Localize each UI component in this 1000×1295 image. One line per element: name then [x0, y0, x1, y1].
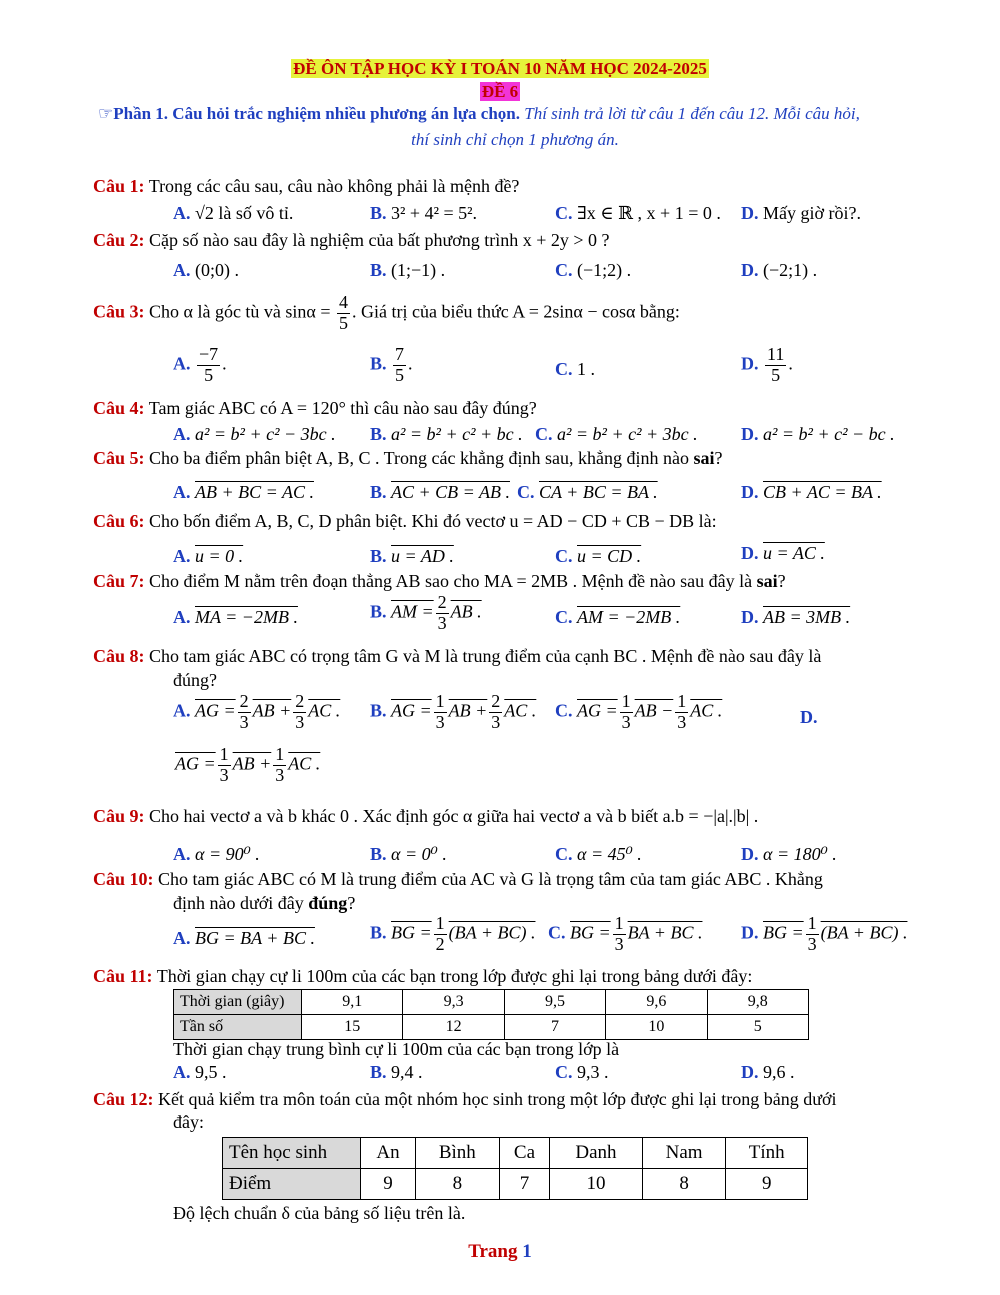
table-row: Tên học sinh An Bình Ca Danh Nam Tính: [223, 1138, 808, 1169]
q4-option-b[interactable]: B. a² = b² + c² + bc .: [370, 424, 523, 444]
q6-option-d[interactable]: D. u = AC .: [741, 543, 825, 563]
q5-option-d[interactable]: D. CB + AC = BA .: [741, 482, 882, 502]
question-12: Câu 12: Kết quả kiểm tra môn toán của một nhóm học sinh trong một lớp được ghi lại trong bảng dưới: [93, 1089, 837, 1109]
q1-option-d[interactable]: D. Mấy giờ rồi?.: [741, 203, 861, 223]
q8-option-c[interactable]: C. AG = $\frac{1}{3}$ AB − $\frac{1}{3}$ AC .: [555, 691, 723, 732]
question-3: Câu 3: Cho α là góc tù và sinα = $\frac{4}{5}$ . Giá trị của biểu thức A = 2sinα − cosα bằng:: [93, 292, 680, 333]
q12-score-table: [222, 1137, 808, 1200]
q1-option-a[interactable]: A. √2 là số vô tỉ.: [173, 203, 294, 223]
q2-option-d[interactable]: D. (−2;1) .: [741, 260, 818, 280]
exam-number: ĐỀ 6: [481, 82, 519, 101]
page-footer: Trang 1: [468, 1241, 532, 1262]
q5-option-c[interactable]: C. CA + BC = BA .: [517, 482, 658, 502]
q3-option-d[interactable]: D. $\frac{11}{5}$ .: [741, 344, 793, 385]
q8-option-a[interactable]: A. AG = $\frac{2}{3}$ AB + $\frac{2}{3}$ AC .: [173, 691, 341, 732]
q7-option-b[interactable]: B. AM = $\frac{2}{3}$ AB .: [370, 592, 482, 633]
q3-option-a[interactable]: A. $\frac{-7}{5}$ .: [173, 344, 227, 385]
q9-option-c[interactable]: C. α = 45⁰ .: [555, 844, 642, 864]
q10-option-c[interactable]: C. BG = $\frac{1}{3}$ BA + BC .: [548, 913, 703, 954]
q11-option-a[interactable]: A. 9,5 .: [173, 1062, 227, 1082]
q11-option-d[interactable]: D. 9,6 .: [741, 1062, 795, 1082]
table-row: Thời gian (giây) 9,1 9,3 9,5 9,6 9,8: [174, 990, 809, 1015]
question-6: Câu 6: Cho bốn điểm A, B, C, D phân biệt. Khi đó vectơ u = AD − CD + CB − DB là:: [93, 511, 717, 531]
q10-option-d[interactable]: D. BG = $\frac{1}{3}$ (BA + BC) .: [741, 913, 908, 954]
q8-option-d-label[interactable]: D.: [800, 707, 818, 727]
q11-frequency-table: [173, 989, 809, 1040]
q5-option-a[interactable]: A. AB + BC = AC .: [173, 482, 314, 502]
question-11: Câu 11: Thời gian chạy cự li 100m của các bạn trong lớp được ghi lại trong bảng dưới đây:: [93, 966, 753, 986]
q9-option-b[interactable]: B. α = 0⁰ .: [370, 844, 447, 864]
document-title: ĐỀ ÔN TẬP HỌC KỲ I TOÁN 10 NĂM HỌC 2024-2025: [293, 59, 707, 78]
q10-option-b[interactable]: B. BG = $\frac{1}{2}$ (BA + BC) .: [370, 913, 536, 954]
q11-question: Thời gian chạy trung bình cự li 100m của các bạn trong lớp là: [173, 1039, 620, 1059]
pointing-hand-icon: ☞: [98, 104, 114, 123]
question-10-cont: định nào dưới đây đúng?: [173, 893, 356, 913]
question-2: Câu 2: Cặp số nào sau đây là nghiệm của bất phương trình x + 2y > 0 ?: [93, 230, 610, 250]
q6-option-a[interactable]: A. u = 0 .: [173, 546, 244, 566]
q12-question: Độ lệch chuẩn δ của bảng số liệu trên là.: [173, 1203, 466, 1223]
question-5: Câu 5: Cho ba điểm phân biệt A, B, C . Trong các khẳng định sau, khẳng định nào sai?: [93, 448, 723, 468]
part-note: thí sinh chỉ chọn 1 phương án.: [411, 130, 619, 149]
q9-option-d[interactable]: D. α = 180⁰ .: [741, 844, 837, 864]
q1-option-b[interactable]: B. 3² + 4² = 5².: [370, 203, 478, 223]
question-10: Câu 10: Cho tam giác ABC có M là trung điểm của AC và G là trọng tâm của tam giác ABC . Khẳng: [93, 869, 823, 889]
q6-option-c[interactable]: C. u = CD .: [555, 546, 642, 566]
q10-option-a[interactable]: A. BG = BA + BC .: [173, 928, 315, 948]
q7-option-c[interactable]: C. AM = −2MB .: [555, 607, 681, 627]
q1-option-c[interactable]: C. ∃x ∈ ℝ , x + 1 = 0 .: [555, 203, 721, 223]
q8-option-d[interactable]: AG = $\frac{1}{3}$ AB + $\frac{1}{3}$ AC .: [175, 744, 321, 785]
question-8: Câu 8: Cho tam giác ABC có trọng tâm G và M là trung điểm của cạnh BC . Mệnh đề nào sau đây là: [93, 646, 822, 666]
q11-option-b[interactable]: B. 9,4 .: [370, 1062, 423, 1082]
q4-option-c[interactable]: C. a² = b² + c² + 3bc .: [535, 424, 698, 444]
question-9: Câu 9: Cho hai vectơ a và b khác 0 . Xác định góc α giữa hai vectơ a và b biết a.b = −|a|.|b| .: [93, 806, 759, 826]
table-row: Điểm 9 8 7 10 8 9: [223, 1169, 808, 1200]
question-4: Câu 4: Tam giác ABC có A = 120° thì câu nào sau đây đúng?: [93, 398, 537, 418]
q11-option-c[interactable]: C. 9,3 .: [555, 1062, 609, 1082]
question-7: Câu 7: Cho điểm M nằm trên đoạn thẳng AB sao cho MA = 2MB . Mệnh đề nào sau đây là sai?: [93, 571, 786, 591]
q7-option-a[interactable]: A. MA = −2MB .: [173, 607, 298, 627]
q9-option-a[interactable]: A. α = 90⁰ .: [173, 844, 260, 864]
question-8-cont: đúng?: [173, 670, 217, 690]
q2-option-c[interactable]: C. (−1;2) .: [555, 260, 632, 280]
question-1: Câu 1: Trong các câu sau, câu nào không phải là mệnh đề?: [93, 176, 520, 196]
q3-option-b[interactable]: B. $\frac{7}{5}$ .: [370, 344, 413, 385]
question-12-cont: đây:: [173, 1112, 204, 1132]
q7-option-d[interactable]: D. AB = 3MB .: [741, 607, 851, 627]
q8-option-b[interactable]: B. AG = $\frac{1}{3}$ AB + $\frac{2}{3}$ AC .: [370, 691, 537, 732]
q5-option-b[interactable]: B. AC + CB = AB .: [370, 482, 510, 502]
q4-option-d[interactable]: D. a² = b² + c² − bc .: [741, 424, 895, 444]
table-row: Tần số 15 12 7 10 5: [174, 1015, 809, 1040]
q6-option-b[interactable]: B. u = AD .: [370, 546, 454, 566]
q4-option-a[interactable]: A. a² = b² + c² − 3bc .: [173, 424, 336, 444]
q2-option-a[interactable]: A. (0;0) .: [173, 260, 239, 280]
q2-option-b[interactable]: B. (1;−1) .: [370, 260, 446, 280]
part-heading: ☞Phần 1. Câu hỏi trắc nghiệm nhiều phương án lựa chọn. Thí sinh trả lời từ câu 1 đến câu 12. Mỗi câu hỏi,: [98, 104, 860, 123]
q3-option-c[interactable]: C. 1 .: [555, 359, 595, 379]
